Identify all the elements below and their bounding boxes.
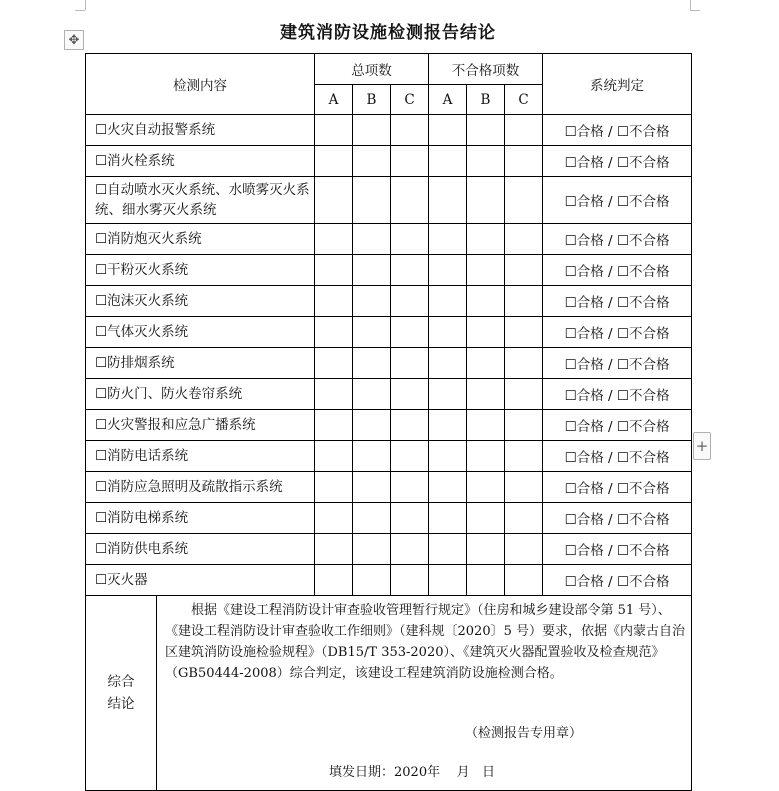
count-cell[interactable] (315, 286, 353, 317)
system-name[interactable]: ☐干粉灭火系统 (86, 255, 315, 286)
count-cell[interactable] (391, 146, 429, 177)
count-cell[interactable] (429, 146, 467, 177)
crop-mark (690, 10, 700, 11)
conclusion-label (86, 596, 157, 791)
count-cell[interactable] (391, 534, 429, 565)
table-row (86, 348, 692, 379)
judge-cell[interactable]: ☐合格 / ☐不合格 (543, 255, 692, 286)
count-cell[interactable] (467, 379, 505, 410)
table-row (86, 503, 692, 534)
system-name[interactable]: ☐防排烟系统 (86, 348, 315, 379)
table-row (86, 441, 692, 472)
conclusion-body[interactable] (157, 596, 692, 791)
table-row (86, 286, 692, 317)
count-cell[interactable] (315, 410, 353, 441)
count-cell[interactable] (429, 379, 467, 410)
table-move-handle-icon[interactable]: ✥ (64, 30, 84, 50)
count-cell[interactable] (505, 472, 543, 503)
count-cell[interactable] (315, 348, 353, 379)
count-cell[interactable] (467, 410, 505, 441)
add-column-icon[interactable]: + (693, 432, 711, 460)
count-cell[interactable] (391, 503, 429, 534)
judge-cell[interactable]: ☐合格 / ☐不合格 (543, 503, 692, 534)
count-cell[interactable] (467, 224, 505, 255)
count-cell[interactable] (391, 255, 429, 286)
count-cell[interactable] (505, 317, 543, 348)
count-cell[interactable] (505, 534, 543, 565)
conclusion-label-line: 结论 (107, 696, 135, 712)
count-cell[interactable] (467, 534, 505, 565)
count-cell[interactable] (315, 146, 353, 177)
count-cell[interactable] (505, 348, 543, 379)
count-cell[interactable] (429, 348, 467, 379)
judge-cell[interactable]: ☐合格 / ☐不合格 (543, 565, 692, 596)
count-cell[interactable] (353, 565, 391, 596)
count-cell[interactable] (467, 565, 505, 596)
count-cell[interactable] (315, 177, 353, 224)
col-header: A (315, 85, 353, 115)
table-row (86, 224, 692, 255)
count-cell[interactable] (429, 410, 467, 441)
count-cell[interactable] (467, 177, 505, 224)
table-row (86, 255, 692, 286)
system-name[interactable]: ☐防火门、防火卷帘系统 (86, 379, 315, 410)
table-row (86, 177, 692, 224)
table-row (86, 146, 692, 177)
count-cell[interactable] (391, 224, 429, 255)
count-cell[interactable] (505, 224, 543, 255)
table-row (86, 565, 692, 596)
count-cell[interactable] (429, 177, 467, 224)
count-cell[interactable] (353, 146, 391, 177)
conclusion-label-line: 综合 (107, 674, 135, 690)
col-header: B (467, 85, 505, 115)
count-cell[interactable] (315, 255, 353, 286)
count-cell[interactable] (505, 379, 543, 410)
header-failed: 不合格项数 (429, 54, 543, 85)
count-cell[interactable] (391, 177, 429, 224)
crop-mark (85, 0, 86, 10)
count-cell[interactable] (315, 441, 353, 472)
count-cell[interactable] (505, 255, 543, 286)
count-cell[interactable] (505, 410, 543, 441)
header-total: 总项数 (315, 54, 429, 85)
count-cell[interactable] (429, 534, 467, 565)
judge-cell[interactable]: ☐合格 / ☐不合格 (543, 115, 692, 146)
count-cell[interactable] (429, 441, 467, 472)
count-cell[interactable] (315, 565, 353, 596)
count-cell[interactable] (315, 379, 353, 410)
header-content: 检测内容 (86, 54, 315, 115)
count-cell[interactable] (353, 441, 391, 472)
count-cell[interactable] (505, 441, 543, 472)
header-judge: 系统判定 (543, 54, 692, 115)
count-cell[interactable] (505, 146, 543, 177)
count-cell[interactable] (391, 472, 429, 503)
judge-cell[interactable]: ☐合格 / ☐不合格 (543, 348, 692, 379)
count-cell[interactable] (353, 534, 391, 565)
judge-cell[interactable]: ☐合格 / ☐不合格 (543, 534, 692, 565)
count-cell[interactable] (429, 115, 467, 146)
report-table (85, 53, 692, 791)
count-cell[interactable] (429, 224, 467, 255)
judge-cell[interactable]: ☐合格 / ☐不合格 (543, 472, 692, 503)
system-name[interactable]: ☐消防电梯系统 (86, 503, 315, 534)
table-row (86, 472, 692, 503)
count-cell[interactable] (467, 286, 505, 317)
judge-cell[interactable]: ☐合格 / ☐不合格 (543, 146, 692, 177)
count-cell[interactable] (429, 317, 467, 348)
count-cell[interactable] (391, 286, 429, 317)
count-cell[interactable] (353, 503, 391, 534)
conclusion-text: 根据《建设工程消防设计审查验收管理暂行规定》（住房和城乡建设部令第 51 号）、《建设工程消防设计审查验收工作细则》（建科规〔2020〕5 号）要求，依据《内蒙古自治区建筑消防设施检验规程》（DB15/T 353-2020）、《建筑灭火器配置验收及检查规范》（GB50444-2008）综合判定，该建设工程建筑消防设施检测合格。 (165, 603, 685, 681)
crop-mark (690, 0, 691, 10)
conclusion-row (86, 596, 692, 791)
count-cell[interactable] (315, 503, 353, 534)
table-row (86, 379, 692, 410)
count-cell[interactable] (429, 255, 467, 286)
count-cell[interactable] (315, 534, 353, 565)
col-header: A (429, 85, 467, 115)
system-name[interactable]: ☐消防应急照明及疏散指示系统 (86, 472, 315, 503)
count-cell[interactable] (353, 472, 391, 503)
judge-cell[interactable]: ☐合格 / ☐不合格 (543, 317, 692, 348)
system-name[interactable]: ☐火灾自动报警系统 (86, 115, 315, 146)
count-cell[interactable] (467, 348, 505, 379)
count-cell[interactable] (429, 565, 467, 596)
count-cell[interactable] (467, 503, 505, 534)
count-cell[interactable] (353, 410, 391, 441)
judge-cell[interactable]: ☐合格 / ☐不合格 (543, 379, 692, 410)
judge-cell[interactable]: ☐合格 / ☐不合格 (543, 177, 692, 224)
system-name[interactable]: ☐灭火器 (86, 565, 315, 596)
count-cell[interactable] (315, 115, 353, 146)
count-cell[interactable] (505, 286, 543, 317)
table-row (86, 317, 692, 348)
count-cell[interactable] (315, 472, 353, 503)
count-cell[interactable] (429, 503, 467, 534)
system-name[interactable]: ☐自动喷水灭火系统、水喷雾灭火系统、细水雾灭火系统 (86, 177, 315, 224)
count-cell[interactable] (467, 472, 505, 503)
judge-cell[interactable]: ☐合格 / ☐不合格 (543, 441, 692, 472)
system-name[interactable]: ☐火灾警报和应急广播系统 (86, 410, 315, 441)
count-cell[interactable] (353, 177, 391, 224)
count-cell[interactable] (391, 348, 429, 379)
count-cell[interactable] (391, 410, 429, 441)
count-cell[interactable] (353, 115, 391, 146)
count-cell[interactable] (353, 348, 391, 379)
judge-cell[interactable]: ☐合格 / ☐不合格 (543, 410, 692, 441)
seal-text: （检测报告专用章） (465, 726, 583, 741)
system-name[interactable]: ☐泡沫灭火系统 (86, 286, 315, 317)
count-cell[interactable] (467, 115, 505, 146)
count-cell[interactable] (353, 379, 391, 410)
system-name[interactable]: ☐消火栓系统 (86, 146, 315, 177)
crop-mark (75, 10, 85, 11)
count-cell[interactable] (505, 565, 543, 596)
table-row (86, 410, 692, 441)
col-header: B (353, 85, 391, 115)
count-cell[interactable] (505, 115, 543, 146)
count-cell[interactable] (315, 224, 353, 255)
table-row (86, 534, 692, 565)
table-row (86, 115, 692, 146)
count-cell[interactable] (353, 317, 391, 348)
document-title: 建筑消防设施检测报告结论 (280, 23, 496, 43)
system-name[interactable]: ☐消防炮灭火系统 (86, 224, 315, 255)
count-cell[interactable] (391, 115, 429, 146)
count-cell[interactable] (467, 441, 505, 472)
judge-cell[interactable]: ☐合格 / ☐不合格 (543, 224, 692, 255)
col-header: C (505, 85, 543, 115)
judge-cell[interactable]: ☐合格 / ☐不合格 (543, 286, 692, 317)
count-cell[interactable] (505, 177, 543, 224)
count-cell[interactable] (429, 286, 467, 317)
count-cell[interactable] (353, 224, 391, 255)
issue-date: 填发日期：2020年 月 日 (329, 765, 496, 780)
count-cell[interactable] (467, 255, 505, 286)
count-cell[interactable] (391, 441, 429, 472)
count-cell[interactable] (467, 317, 505, 348)
count-cell[interactable] (391, 379, 429, 410)
count-cell[interactable] (429, 472, 467, 503)
count-cell[interactable] (315, 317, 353, 348)
col-header: C (391, 85, 429, 115)
system-name[interactable]: ☐气体灭火系统 (86, 317, 315, 348)
system-name[interactable]: ☐消防供电系统 (86, 534, 315, 565)
count-cell[interactable] (391, 317, 429, 348)
count-cell[interactable] (467, 146, 505, 177)
count-cell[interactable] (353, 255, 391, 286)
count-cell[interactable] (353, 286, 391, 317)
system-name[interactable]: ☐消防电话系统 (86, 441, 315, 472)
count-cell[interactable] (505, 503, 543, 534)
count-cell[interactable] (391, 565, 429, 596)
